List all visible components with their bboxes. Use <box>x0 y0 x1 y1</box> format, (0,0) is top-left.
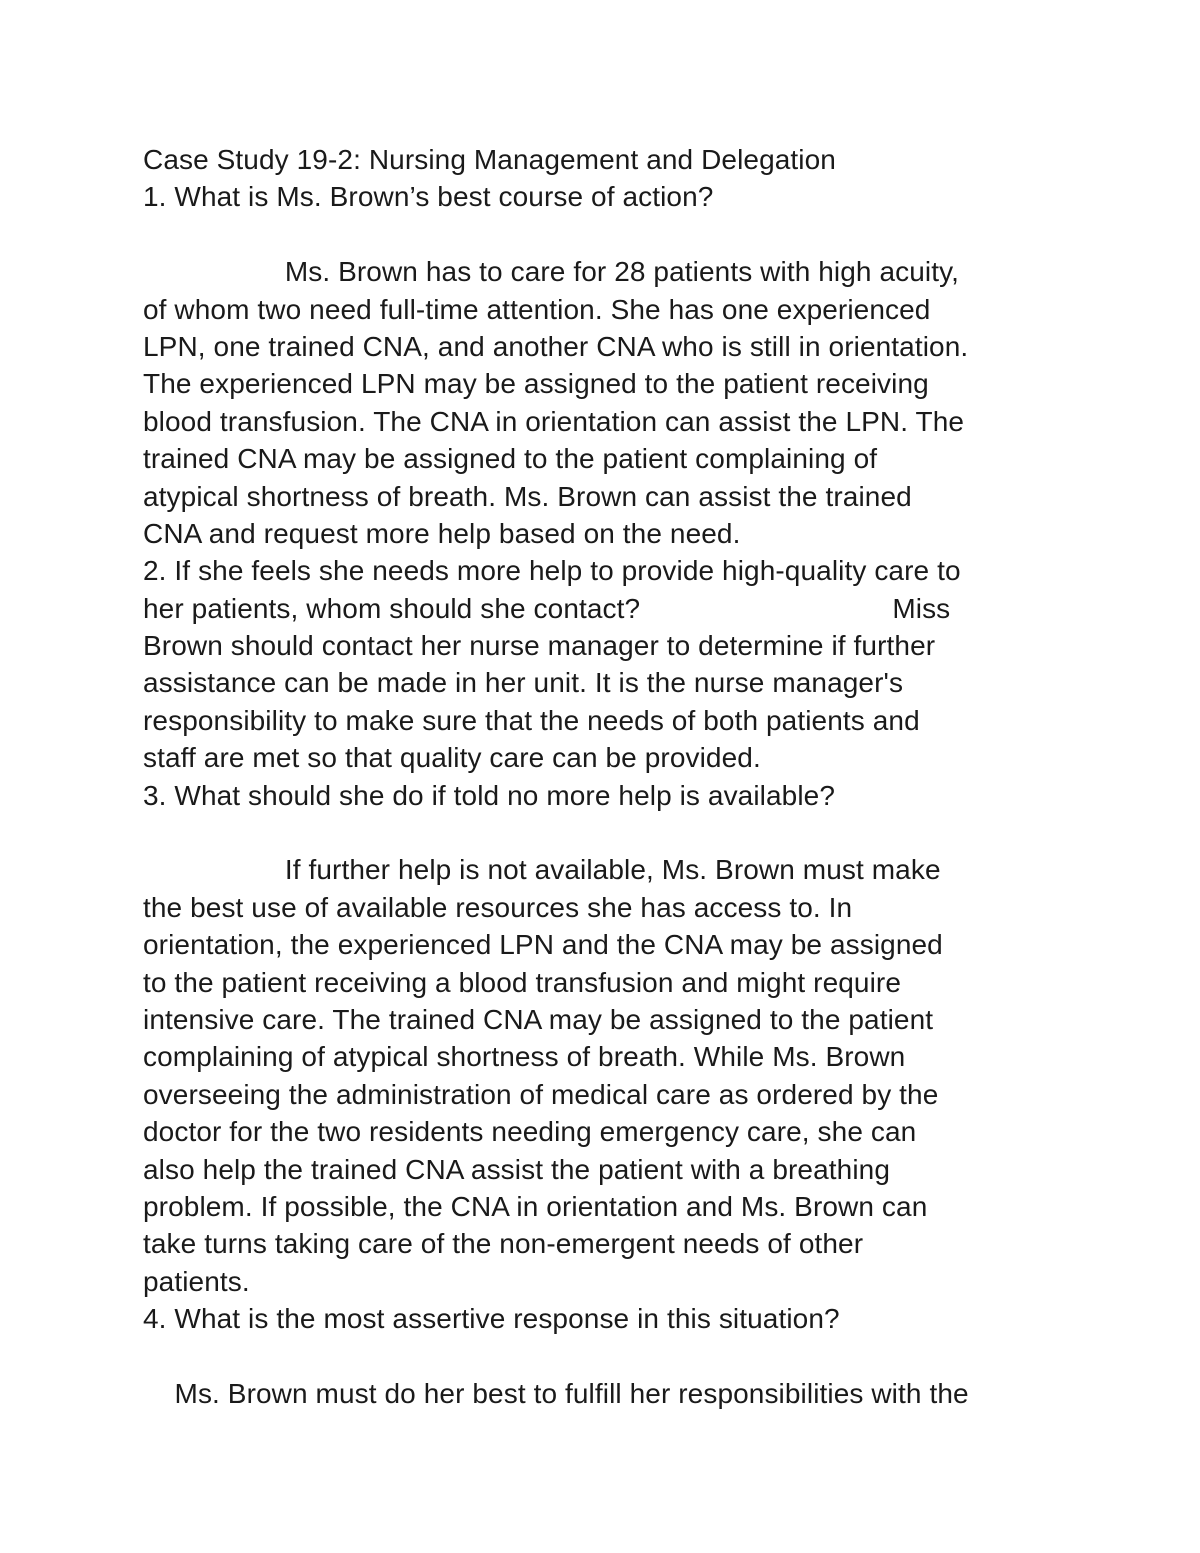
answer-1-line: atypical shortness of breath. Ms. Brown can assist the trained <box>143 480 912 512</box>
document-title: Case Study 19-2: Nursing Management and Delegation <box>143 144 836 175</box>
question-2: 2. If she feels she needs more help to provide high-quality care to <box>143 555 961 587</box>
blank-line <box>143 814 1083 851</box>
question-2: her patients, whom should she contact? Miss <box>143 592 951 624</box>
answer-3-line: doctor for the two residents needing emergency care, she can <box>143 1116 917 1148</box>
question-4: 4. What is the most assertive response in this situation? <box>143 1303 840 1335</box>
answer-2-line: assistance can be made in her unit. It is the nurse manager's <box>143 667 904 699</box>
answer-2-line: Brown should contact her nurse manager to determine if further <box>143 630 936 662</box>
answer-3-line: If further help is not available, Ms. Brown must make <box>143 854 941 886</box>
answer-3-line: intensive care. The trained CNA may be assigned to the patient <box>143 1003 934 1035</box>
answer-1-line: blood transfusion. The CNA in orientation can assist the LPN. The <box>143 405 965 437</box>
answer-1-line: The experienced LPN may be assigned to the patient receiving <box>143 368 929 400</box>
answer-3-line: complaining of atypical shortness of breath. While Ms. Brown <box>143 1041 906 1073</box>
answer-3-line: also help the trained CNA assist the patient with a breathing <box>143 1153 890 1185</box>
answer-3-line: take turns taking care of the non-emergent needs of other <box>143 1228 864 1260</box>
answer-3-line: the best use of available resources she has access to. In <box>143 891 853 923</box>
question-1: 1. What is Ms. Brown’s best course of action? <box>143 181 714 213</box>
answer-3-line: problem. If possible, the CNA in orientation and Ms. Brown can <box>143 1190 928 1222</box>
answer-3-line: overseeing the administration of medical care as ordered by the <box>143 1078 939 1110</box>
answer-3-line: patients. <box>143 1265 250 1297</box>
answer-3-line: orientation, the experienced LPN and the CNA may be assigned <box>143 929 943 961</box>
answer-1-line: Ms. Brown has to care for 28 patients with high acuity, <box>143 256 960 288</box>
blank-line <box>143 216 1083 253</box>
question-3: 3. What should she do if told no more help is available? <box>143 779 836 811</box>
answer-1-line: trained CNA may be assigned to the patient complaining of <box>143 443 878 475</box>
answer-3-line: to the patient receiving a blood transfusion and might require <box>143 966 902 998</box>
answer-4-line: Ms. Brown must do her best to fulfill her responsibilities with the <box>143 1377 969 1409</box>
answer-1-line: LPN, one trained CNA, and another CNA who is still in orientation. <box>143 330 969 362</box>
answer-2-line: staff are met so that quality care can be provided. <box>143 742 761 774</box>
answer-2-line: responsibility to make sure that the needs of both patients and <box>143 704 920 736</box>
document-body <box>143 141 1083 1412</box>
blank-line <box>143 1338 1083 1375</box>
answer-1-line: of whom two need full-time attention. She has one experienced <box>143 293 931 325</box>
answer-1-line: CNA and request more help based on the need. <box>143 517 741 549</box>
